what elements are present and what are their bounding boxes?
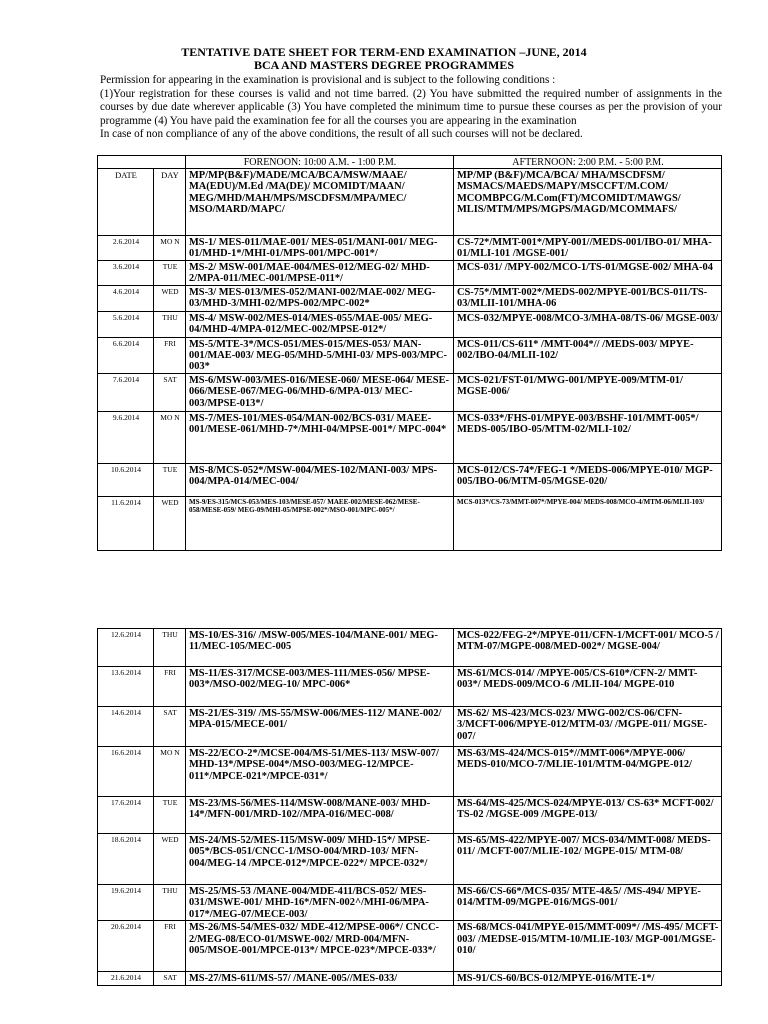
exam-date: 14.6.2014 (98, 707, 154, 747)
forenoon-courses: MS-1/ MES-011/MAE-001/ MES-051/MANI-001/ MEG-01/MHD-1*/MHI-01/MPS-001/MPC-001*/ (186, 236, 454, 261)
document-subtitle: BCA AND MASTERS DEGREE PROGRAMMES (253, 58, 515, 72)
exam-day: TUE (154, 463, 186, 496)
forenoon-courses: MS-25/MS-53 /MANE-004/MDE-411/BCS-052/ MES-031/MSWE-001/ MHD-16*/MFN-002^/MHI-06/MPA-017*/MEG-07/MECE-003/ (186, 885, 454, 921)
exam-day: FRI (154, 667, 186, 707)
afternoon-courses: MS-66/CS-66*/MCS-035/ MTE-4&5/ /MS-494/ MPYE-014/MTM-09/MGPE-016/MGS-001/ (454, 885, 722, 921)
afternoon-courses: MCS-033*/FHS-01/MPYE-003/BSHF-101/MMT-005*/ MEDS-005/IBO-05/MTM-02/MLI-102/ (454, 411, 722, 463)
exam-day: SAT (154, 972, 186, 986)
date-column-header: DATE (98, 169, 154, 236)
exam-row (98, 373, 722, 411)
exam-day: THU (154, 311, 186, 337)
exam-row (98, 260, 722, 285)
exam-day: WED (154, 834, 186, 885)
exam-day: WED (154, 496, 186, 550)
exam-day: FRI (154, 921, 186, 972)
exam-day: MO N (154, 747, 186, 797)
exam-date: 11.6.2014 (98, 496, 154, 550)
conditions-text (100, 74, 722, 142)
afternoon-courses: MS-68/MCS-041/MPYE-015/MMT-009*/ /MS-495/ MCFT-003/ /MEDSE-015/MTM-10/MLIE-103/ MGP-001/MGSE-010/ (454, 921, 722, 972)
forenoon-courses: MS-8/MCS-052*/MSW-004/MES-102/MANI-003/ MPS-004/MPA-014/MEC-004/ (186, 463, 454, 496)
exam-row (98, 236, 722, 261)
afternoon-courses: MCS-011/CS-611* /MMT-004*// /MEDS-003/ MPYE-002/IBO-04/MLII-102/ (454, 337, 722, 373)
afternoon-courses: MCS-031/ /MPY-002/MCO-1/TS-01/MGSE-002/ MHA-04 (454, 260, 722, 285)
afternoon-courses: MCS-013*/CS-73/MMT-007*/MPYE-004/ MEDS-008/MCO-4/MTM-06/MLII-103/ (454, 496, 722, 550)
forenoon-courses: MS-11/ES-317/MCSE-003/MES-111/MES-056/ MPSE-003*/MSO-002/MEG-10/ MPC-006* (186, 667, 454, 707)
exam-date: 12.6.2014 (98, 629, 154, 667)
forenoon-courses: MS-23/MS-56/MES-114/MSW-008/MANE-003/ MHD-14*/MFN-001/MRD-102//MPA-016/MEC-008/ (186, 797, 454, 834)
exam-date: 13.6.2014 (98, 667, 154, 707)
afternoon-courses: MS-63/MS-424/MCS-015*//MMT-006*/MPYE-006/ MEDS-010/MCO-7/MLIE-101/MTM-04/MGPE-012/ (454, 747, 722, 797)
forenoon-courses: MS-5/MTE-3*/MCS-051/MES-015/MES-053/ MAN-001/MAE-003/ MEG-05/MHD-5/MHI-03/ MPS-003/MPC-003* (186, 337, 454, 373)
afternoon-courses: CS-72*/MMT-001*/MPY-001//MEDS-001/IBO-01/ MHA-01/MLI-101 /MGSE-001/ (454, 236, 722, 261)
forenoon-programmes: MP/MP(B&F)/MADE/MCA/BCA/MSW/MAAE/ MA(EDU)/M.Ed /MA(DE)/ MCOMIDT/MAAN/ MEG/MHD/MAH/MPS/MSCDFSM/MPA/MEC/ MSO/MARD/MAPC/ (186, 169, 454, 236)
exam-row (98, 834, 722, 885)
forenoon-courses: MS-27/MS-611/MS-57/ /MANE-005//MES-033/ (186, 972, 454, 986)
exam-date: 21.6.2014 (98, 972, 154, 986)
exam-date: 20.6.2014 (98, 921, 154, 972)
forenoon-courses: MS-6/MSW-003/MES-016/MESE-060/ MESE-064/ MESE-066/MESE-067/MEG-06/MHD-6/MPA-013/ MEC-003/MPSE-013*/ (186, 373, 454, 411)
date-sheet-table-1 (97, 155, 722, 551)
afternoon-session-label: AFTERNOON: 2:00 P.M. - 5:00 P.M. (454, 156, 722, 169)
exam-day: MO N (154, 236, 186, 261)
afternoon-courses: MS-64/MS-425/MCS-024/MPYE-013/ CS-63* MCFT-002/ TS-02 /MGSE-009 /MGPE-013/ (454, 797, 722, 834)
non-compliance-note: In case of non compliance of any of the above conditions, the result of all such courses will not be declared. (100, 128, 583, 141)
exam-date: 16.6.2014 (98, 747, 154, 797)
exam-date: 3.6.2014 (98, 260, 154, 285)
exam-date: 18.6.2014 (98, 834, 154, 885)
exam-day: SAT (154, 707, 186, 747)
forenoon-courses: MS-7/MES-101/MES-054/MAN-002/BCS-031/ MAEE-001/MESE-061/MHD-7*/MHI-04/MPSE-001*/ MPC-004* (186, 411, 454, 463)
exam-row (98, 285, 722, 311)
forenoon-courses: MS-4/ MSW-002/MES-014/MES-055/MAE-005/ MEG-04/MHD-4/MPA-012/MEC-002/MPSE-012*/ (186, 311, 454, 337)
exam-row (98, 311, 722, 337)
exam-date: 7.6.2014 (98, 373, 154, 411)
exam-date: 19.6.2014 (98, 885, 154, 921)
conditions-intro: Permission for appearing in the examination is provisional and is subject to the following conditions : (100, 74, 556, 86)
day-column-header: DAY (154, 169, 186, 236)
exam-row (98, 747, 722, 797)
forenoon-courses: MS-9/ES-315/MCS-053/MES-103/MESE-057/ MAEE-002/MESE-062/MESE-058/MESE-059/ MEG-09/MHI-05/MPSE-002*/MSO-001/MPC-005*/ (186, 496, 454, 550)
exam-row (98, 337, 722, 373)
exam-date: 9.6.2014 (98, 411, 154, 463)
forenoon-courses: MS-22/ECO-2*/MCSE-004/MS-51/MES-113/ MSW-007/ MHD-13*/MPSE-004*/MSO-003/MEG-12/MPCE-011*/MPCE-021*/MPCE-031*/ (186, 747, 454, 797)
afternoon-courses: MS-62/ MS-423/MCS-023/ MWG-002/CS-06/CFN-3/MCFT-006/MPYE-012/MTM-03/ /MGPE-011/ MGSE-007/ (454, 707, 722, 747)
afternoon-courses: MS-61/MCS-014/ /MPYE-005/CS-610*/CFN-2/ MMT-003*/ MEDS-009/MCO-6 /MLII-104/ MGPE-010 (454, 667, 722, 707)
exam-row (98, 885, 722, 921)
afternoon-courses: MS-91/CS-60/BCS-012/MPYE-016/MTE-1*/ (454, 972, 722, 986)
forenoon-courses: MS-2/ MSW-001/MAE-004/MES-012/MEG-02/ MHD-2/MPA-011/MEC-001/MPSE-011*/ (186, 260, 454, 285)
exam-row (98, 797, 722, 834)
afternoon-programmes: MP/MP (B&F)/MCA/BCA/ MHA/MSCDFSM/ MSMACS/MAEDS/MAPY/MSCCFT/M.COM/ MCOMBPCG/M.Com(FT)/MCOMIDT/MAWGS/ MLIS/MTM/MPS/MGPS/MAGD/MCOMMAFS/ (454, 169, 722, 236)
afternoon-courses: MS-65/MS-422/MPYE-007/ MCS-034/MMT-008/ MEDS-011/ /MCFT-007/MLIE-102/ MGPE-015/ MTM-08/ (454, 834, 722, 885)
exam-day: FRI (154, 337, 186, 373)
exam-day: TUE (154, 797, 186, 834)
exam-day: MO N (154, 411, 186, 463)
afternoon-courses: MCS-032/MPYE-008/MCO-3/MHA-08/TS-06/ MGSE-003/ (454, 311, 722, 337)
exam-day: THU (154, 885, 186, 921)
exam-row (98, 667, 722, 707)
exam-row (98, 411, 722, 463)
exam-row (98, 629, 722, 667)
exam-date: 10.6.2014 (98, 463, 154, 496)
session-time-header-row (98, 156, 722, 169)
document-header (0, 46, 768, 72)
programmes-header-row (98, 169, 722, 236)
exam-day: WED (154, 285, 186, 311)
exam-date: 4.6.2014 (98, 285, 154, 311)
exam-row (98, 463, 722, 496)
exam-row (98, 496, 722, 550)
forenoon-courses: MS-10/ES-316/ /MSW-005/MES-104/MANE-001/ MEG-11/MEC-105/MEC-005 (186, 629, 454, 667)
forenoon-courses: MS-24/MS-52/MES-115/MSW-009/ MHD-15*/ MPSE-005*/BCS-051/CNCC-1/MSO-004/MRD-103/ MFN-004/MEG-14 /MPCE-012*/MPCE-022*/ MPCE-032*/ (186, 834, 454, 885)
exam-date: 5.6.2014 (98, 311, 154, 337)
forenoon-courses: MS-21/ES-319/ /MS-55/MSW-006/MES-112/ MANE-002/ MPA-015/MECE-001/ (186, 707, 454, 747)
exam-row (98, 921, 722, 972)
exam-date: 2.6.2014 (98, 236, 154, 261)
forenoon-courses: MS-26/MS-54/MES-032/ MDE-412/MPSE-006*/ CNCC-2/MEG-08/ECO-01/MSWE-002/ MRD-004/MFN-005/MSOE-001/MPCE-013*/ MPCE-023*/MPCE-033*/ (186, 921, 454, 972)
exam-day: THU (154, 629, 186, 667)
conditions-list: (1)Your registration for these courses is valid and not time barred. (2) You have submitted the required number of assignments in the courses by due date wherever applicable (3) You have completed the minimum time to pursue these courses as per the provision of your programme (4) You have paid the examination fee for all the courses you are appearing in the examination (100, 87, 722, 127)
exam-row (98, 707, 722, 747)
exam-date: 6.6.2014 (98, 337, 154, 373)
exam-day: TUE (154, 260, 186, 285)
exam-date: 17.6.2014 (98, 797, 154, 834)
afternoon-courses: MCS-022/FEG-2*/MPYE-011/CFN-1/MCFT-001/ MCO-5 / MTM-07/MGPE-008/MED-002*/ MGSE-004/ (454, 629, 722, 667)
date-sheet-table-2 (97, 628, 722, 986)
exam-row (98, 972, 722, 986)
afternoon-courses: MCS-021/FST-01/MWG-001/MPYE-009/MTM-01/ MGSE-006/ (454, 373, 722, 411)
afternoon-courses: MCS-012/CS-74*/FEG-1 */MEDS-006/MPYE-010/ MGP-005/IBO-06/MTM-05/MGSE-020/ (454, 463, 722, 496)
forenoon-courses: MS-3/ MES-013/MES-052/MANI-002/MAE-002/ MEG-03/MHD-3/MHI-02/MPS-002/MPC-002* (186, 285, 454, 311)
document-title: TENTATIVE DATE SHEET FOR TERM-END EXAMINATION –JUNE, 2014 (181, 45, 587, 59)
afternoon-courses: CS-75*/MMT-002*/MEDS-002/MPYE-001/BCS-011/TS-03/MLII-101/MHA-06 (454, 285, 722, 311)
forenoon-session-label: FORENOON: 10:00 A.M. - 1:00 P.M. (186, 156, 454, 169)
exam-day: SAT (154, 373, 186, 411)
